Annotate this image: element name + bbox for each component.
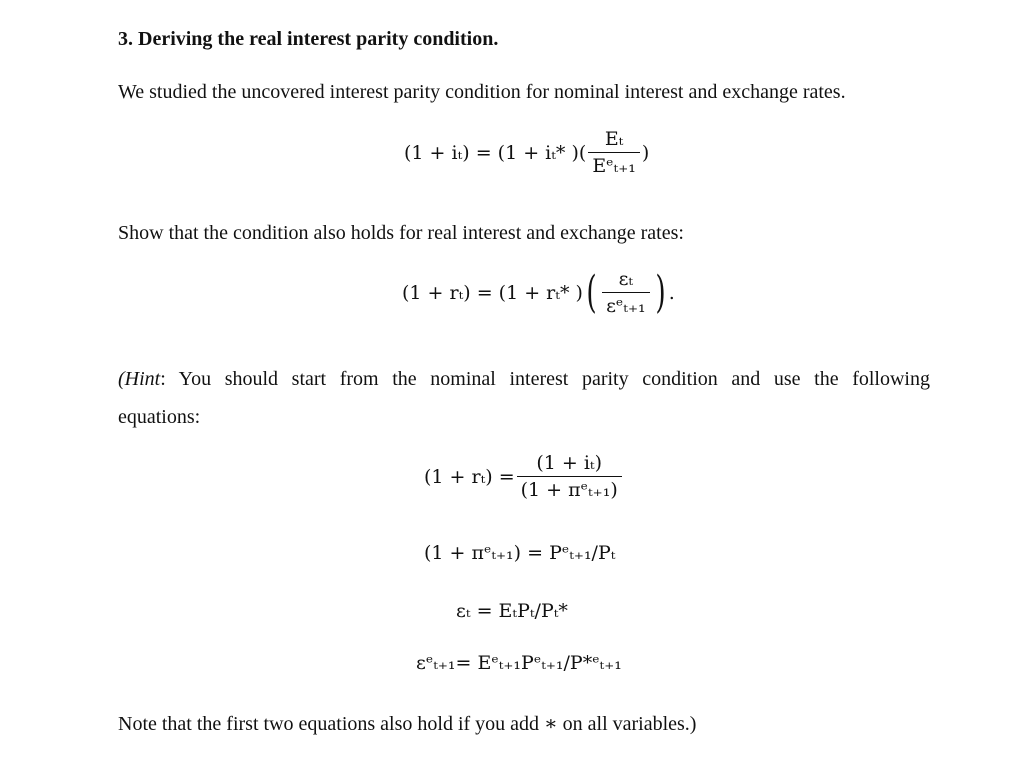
nominal-equation-lhs: (1 + iₜ) = (1 + iₜ* )( bbox=[404, 141, 587, 164]
expected-real-exchange-equation: εᵉₜ₊₁= Eᵉₜ₊₁Pᵉₜ₊₁/P*ᵉₜ₊₁ bbox=[416, 652, 622, 674]
real-fraction-denominator: εᵉₜ₊₁ bbox=[602, 292, 650, 317]
nominal-fraction-numerator: Eₜ bbox=[604, 128, 624, 150]
problem-heading: 3. Deriving the real interest parity condition. bbox=[118, 28, 499, 50]
left-paren-glyph: ( bbox=[586, 266, 597, 318]
real-equation-close: . bbox=[668, 281, 675, 304]
hint-label: (Hint bbox=[118, 368, 161, 390]
intro-paragraph: We studied the uncovered interest parity condition for nominal interest and exchange rates. bbox=[118, 81, 846, 103]
inflation-equation: (1 + πᵉₜ₊₁) = Pᵉₜ₊₁/Pₜ bbox=[424, 542, 616, 564]
real-equation-lhs: (1 + rₜ) = (1 + rₜ* ) bbox=[402, 281, 583, 304]
nominal-fraction-denominator: Eᵉₜ₊₁ bbox=[588, 152, 640, 177]
hint-line-1 bbox=[118, 366, 930, 392]
right-paren-glyph: ) bbox=[655, 266, 666, 318]
real-fraction-numerator: εₜ bbox=[618, 268, 634, 290]
show-instruction: Show that the condition also holds for real interest and exchange rates: bbox=[118, 222, 684, 244]
nominal-equation-fraction bbox=[588, 128, 640, 177]
hint-text: : You should start from the nominal interest parity condition and use the following bbox=[160, 368, 930, 390]
hint-line-2: equations: bbox=[118, 406, 201, 428]
real-rate-fraction bbox=[517, 452, 622, 501]
nominal-parity-equation bbox=[404, 128, 649, 177]
note-paragraph: Note that the first two equations also hold if you add ∗ on all variables.) bbox=[118, 713, 697, 735]
real-rate-numerator: (1 + iₜ) bbox=[536, 452, 603, 474]
real-equation-fraction bbox=[602, 268, 650, 317]
real-parity-equation bbox=[402, 268, 675, 317]
nominal-equation-close: ) bbox=[641, 141, 650, 164]
real-rate-lhs: (1 + rₜ) = bbox=[424, 465, 515, 488]
real-rate-denominator: (1 + πᵉₜ₊₁) bbox=[517, 476, 622, 501]
real-exchange-rate-equation: εₜ = EₜPₜ/Pₜ* bbox=[456, 600, 568, 622]
real-rate-equation bbox=[424, 452, 624, 501]
